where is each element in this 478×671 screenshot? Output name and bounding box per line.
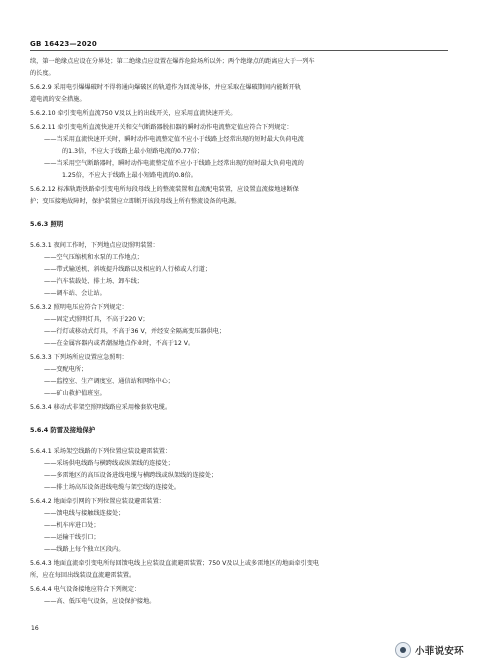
page-number: 16 [31,625,39,632]
clause-5-6-3-1: 5.6.3.1 夜间工作时，下列地点应设照明装置： [30,242,159,249]
list-item: ——当采用直流快速开关时，瞬时动作电流整定值不应小于线路上经常出现的短时最大负荷电流 [44,136,304,143]
clause-5-6-4-3: 5.6.4.3 地面直流牵引变电所每回馈电线上应装设直流避雷装置；750 V及以上或多雷地区的地面牵引变电 [30,560,320,567]
list-item: ——排土场高压设备进线电缆与架空线的连接处。 [44,484,181,491]
text-line: 所，应在每回出线装设直流避雷装置。 [30,572,136,579]
text-line: 护；变压接地故障时，保护装置应立即断开该段母线上所有整流设备的电源。 [30,198,241,205]
clause-5-6-2-9: 5.6.2.9 采用电引爆爆破时不得将通向爆破区的轨道作为回流导体，并应采取在爆破期间内能断开轨 [30,84,302,91]
text-line: 道电流的安全措施。 [30,96,86,103]
section-heading-lighting: 5.6.3 照明 [30,220,64,228]
list-item: ——汽车装载处、排土场、卸车线； [44,278,143,285]
watermark [395,642,464,658]
wechat-account-logo-icon [395,642,411,658]
clause-5-6-3-3: 5.6.3.3 下列场所应设置应急照明： [30,354,128,361]
list-item: ——固定式照明灯具，不高于220 V； [44,316,149,323]
clause-5-6-3-2: 5.6.3.2 照明电压应符合下列规定： [30,304,128,311]
section-heading-lightning-grounding: 5.6.4 防雷及接地保护 [30,426,96,434]
clause-5-6-4-4: 5.6.4.4 电气设备接地应符合下列规定： [30,586,141,593]
list-item: ——调车站、会让站。 [44,290,106,297]
clause-5-6-4-1: 5.6.4.1 采场架空线路的下列位置应装设避雷装置： [30,448,172,455]
clause-5-6-2-12: 5.6.2.12 标准轨距铁路牵引变电所每段母线上的整流装置和直流配电装置，应设置直流接地速断保 [30,186,299,193]
standard-number: GB 16423—2020 [30,40,97,48]
list-item: ——当采用空气断路器时，瞬时动作电流整定值不应小于线路上经常出现的短时最大负荷电流的 [44,160,304,167]
list-item: ——行灯或移动式灯具，不高于36 V，并经安全隔离变压器供电； [44,328,226,335]
list-item: ——线路上每个独立区段内。 [44,546,125,553]
watermark-text: 小菲说安环 [414,646,464,657]
list-item: ——高、低压电气设备，应设保护接地。 [44,598,156,605]
list-item: ——采场供电线路与横跨线或纵架线的连接处； [44,460,174,467]
list-item: ——矿山救护值班室。 [44,390,106,397]
list-item: ——馈电线与接触线连接处； [44,510,125,517]
clause-5-6-3-4: 5.6.3.4 移动式非架空照明线路应采用橡套软电缆。 [30,404,172,411]
text-line: 的1.3倍，不应大于线路上最小短路电流的0.77倍； [62,148,204,155]
list-item: ——变配电所； [44,366,88,373]
text-line: 1.25倍，不应大于线路上最小短路电流的0.8倍。 [62,172,197,179]
list-item: ——多雷地区的高压设备进线电缆与横跨线或纵架线的连接处； [44,472,218,479]
header-rule [30,50,448,51]
text-line: 的长度。 [30,70,55,77]
list-item: ——运输干线引口； [44,534,100,541]
clause-5-6-2-10: 5.6.2.10 牵引变电所直流750 V及以上的出线开关，应采用直流快速开关。 [30,110,237,117]
list-item: ——带式输送机、斜坡提升线路以及相应的人行梯或人行道； [44,266,212,273]
list-item: ——监控室、生产调度室、通信站和网络中心； [44,378,174,385]
text-line: 续，第一绝缘点应设在分界处；第二绝缘点应设置在爆炸危险场所以外；两个绝缘点的距离应大于一列车 [30,58,315,65]
clause-5-6-4-2: 5.6.4.2 地面牵引网的下列位置应装设避雷装置： [30,498,165,505]
list-item: ——机车库进口处； [44,522,100,529]
list-item: ——空气压缩机和水泵的工作地点； [44,254,143,261]
clause-5-6-2-11: 5.6.2.11 牵引变电所直流快速开关和交气断路器脱扣器的瞬时动作电流整定值应符合下列规定： [30,124,293,131]
list-item: ——在金属容器内或者潮湿地点作业时，不高于12 V。 [44,340,195,347]
